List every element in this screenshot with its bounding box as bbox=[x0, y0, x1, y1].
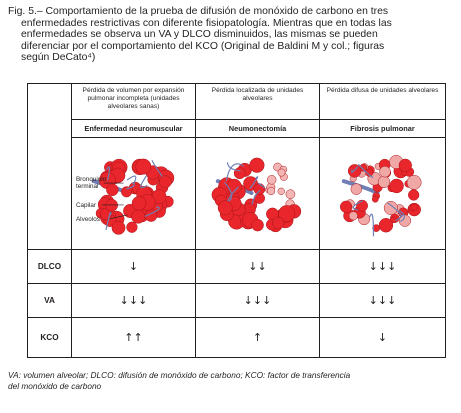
disease-row bbox=[28, 120, 446, 138]
caption-line: diferenciar por el comportamiento del KCO (Original de Baldini M y col.; figuras bbox=[21, 40, 385, 52]
row-label: VA bbox=[28, 284, 72, 318]
alveolus-shape bbox=[399, 158, 412, 171]
caption-line: enfermedades se observa un VA y DLCO disminuidos, las mismas se pueden bbox=[21, 29, 378, 41]
arrow-value: ↓ bbox=[72, 250, 196, 284]
alveolus-shape bbox=[136, 158, 151, 173]
alveoli-cluster-image bbox=[196, 139, 319, 249]
comparison-table bbox=[27, 83, 446, 358]
alveolus-shape bbox=[267, 187, 275, 195]
disease-name: Fibrosis pulmonar bbox=[320, 120, 446, 138]
alveolus-shape bbox=[380, 166, 391, 177]
arrow-value: ↓↓↓ bbox=[320, 250, 446, 284]
arrow-value: ↓↓ bbox=[196, 250, 320, 284]
arrow-value: ↓↓↓ bbox=[72, 284, 196, 318]
label-capillary: Capilar bbox=[75, 201, 97, 209]
alveolus-shape bbox=[378, 176, 390, 188]
alveolus-shape bbox=[278, 187, 285, 194]
caption-line: enfermedades restrictivas con diferente fisiopatología. Mientras que en todas las bbox=[21, 17, 392, 29]
disease-name: Neumonectomía bbox=[196, 120, 320, 138]
alveoli-cluster-image bbox=[72, 139, 195, 249]
alveolus-shape bbox=[349, 211, 358, 220]
column-subtitle: Pérdida de volumen por expansión pulmonar incompleta (unidades alveolares sanas) bbox=[72, 84, 196, 120]
alveolus-shape bbox=[372, 196, 378, 202]
alveoli-illustration-pneumonectomy bbox=[196, 138, 320, 250]
alveolus-shape bbox=[132, 196, 146, 210]
arrow-value: ↓↓↓ bbox=[320, 284, 446, 318]
alveolus-shape bbox=[131, 209, 144, 222]
footnote-line: del monóxido de carbono bbox=[8, 381, 102, 391]
alveoli-illustration-neuromuscular bbox=[72, 138, 196, 250]
alveolus-shape bbox=[267, 175, 276, 184]
row-label: DLCO bbox=[28, 250, 72, 284]
alveolus-shape bbox=[112, 221, 125, 234]
alveolus-shape bbox=[407, 175, 421, 189]
column-subtitle: Pérdida difusa de unidades alveolares bbox=[320, 84, 446, 120]
label-bronchiole: Bronquiolo terminal bbox=[75, 175, 107, 190]
alveolus-shape bbox=[286, 189, 295, 198]
caption-line: según DeCato⁴) bbox=[21, 52, 96, 64]
alveolus-shape bbox=[106, 199, 118, 211]
alveolus-shape bbox=[159, 175, 171, 187]
figure-caption bbox=[8, 6, 454, 64]
alveoli-cluster-image bbox=[320, 139, 445, 249]
capillary-shape bbox=[370, 214, 374, 236]
table-row-va bbox=[28, 284, 446, 318]
table-row-kco bbox=[28, 318, 446, 358]
row-label: KCO bbox=[28, 318, 72, 358]
alveolus-shape bbox=[218, 200, 232, 214]
alveolus-shape bbox=[379, 218, 393, 232]
alveolus-shape bbox=[384, 201, 397, 214]
table-row-dlco bbox=[28, 250, 446, 284]
alveoli-illustration-fibrosis bbox=[320, 138, 446, 250]
alveolus-shape bbox=[390, 179, 404, 193]
arrow-value: ↑ bbox=[196, 318, 320, 358]
alveolus-shape bbox=[278, 168, 285, 175]
arrow-value: ↓ bbox=[320, 318, 446, 358]
alveolus-shape bbox=[411, 204, 417, 210]
corner-cell bbox=[28, 84, 72, 250]
disease-name: Enfermedad neuromuscular bbox=[72, 120, 196, 138]
arrow-value: ↓↓↓ bbox=[196, 284, 320, 318]
capillary-shape bbox=[127, 176, 136, 184]
alveolus-shape bbox=[351, 183, 362, 194]
alveolus-shape bbox=[127, 221, 138, 232]
alveolus-shape bbox=[272, 217, 284, 229]
alveolus-shape bbox=[234, 167, 245, 178]
table-footnote bbox=[8, 370, 454, 392]
alveolus-shape bbox=[408, 189, 419, 200]
caption-line: Fig. 5.– Comportamiento de la prueba de difusión de monóxido de carbono en tres bbox=[8, 6, 389, 17]
label-alveoli: Alveolos bbox=[75, 215, 100, 223]
arrow-value: ↑↑ bbox=[72, 318, 196, 358]
alveolus-shape bbox=[250, 157, 265, 172]
alveolus-shape bbox=[254, 183, 265, 194]
footnote-line: VA: volumen alveolar; DLCO: difusión de monóxido de carbono; KCO: factor de transferencia bbox=[8, 370, 351, 380]
column-subtitle: Pérdida localizada de unidades alveolares bbox=[196, 84, 320, 120]
alveolus-shape bbox=[340, 200, 352, 212]
subtitle-row bbox=[28, 84, 446, 120]
alveolus-shape bbox=[106, 183, 118, 195]
image-row bbox=[28, 138, 446, 250]
alveolus-shape bbox=[252, 219, 264, 231]
